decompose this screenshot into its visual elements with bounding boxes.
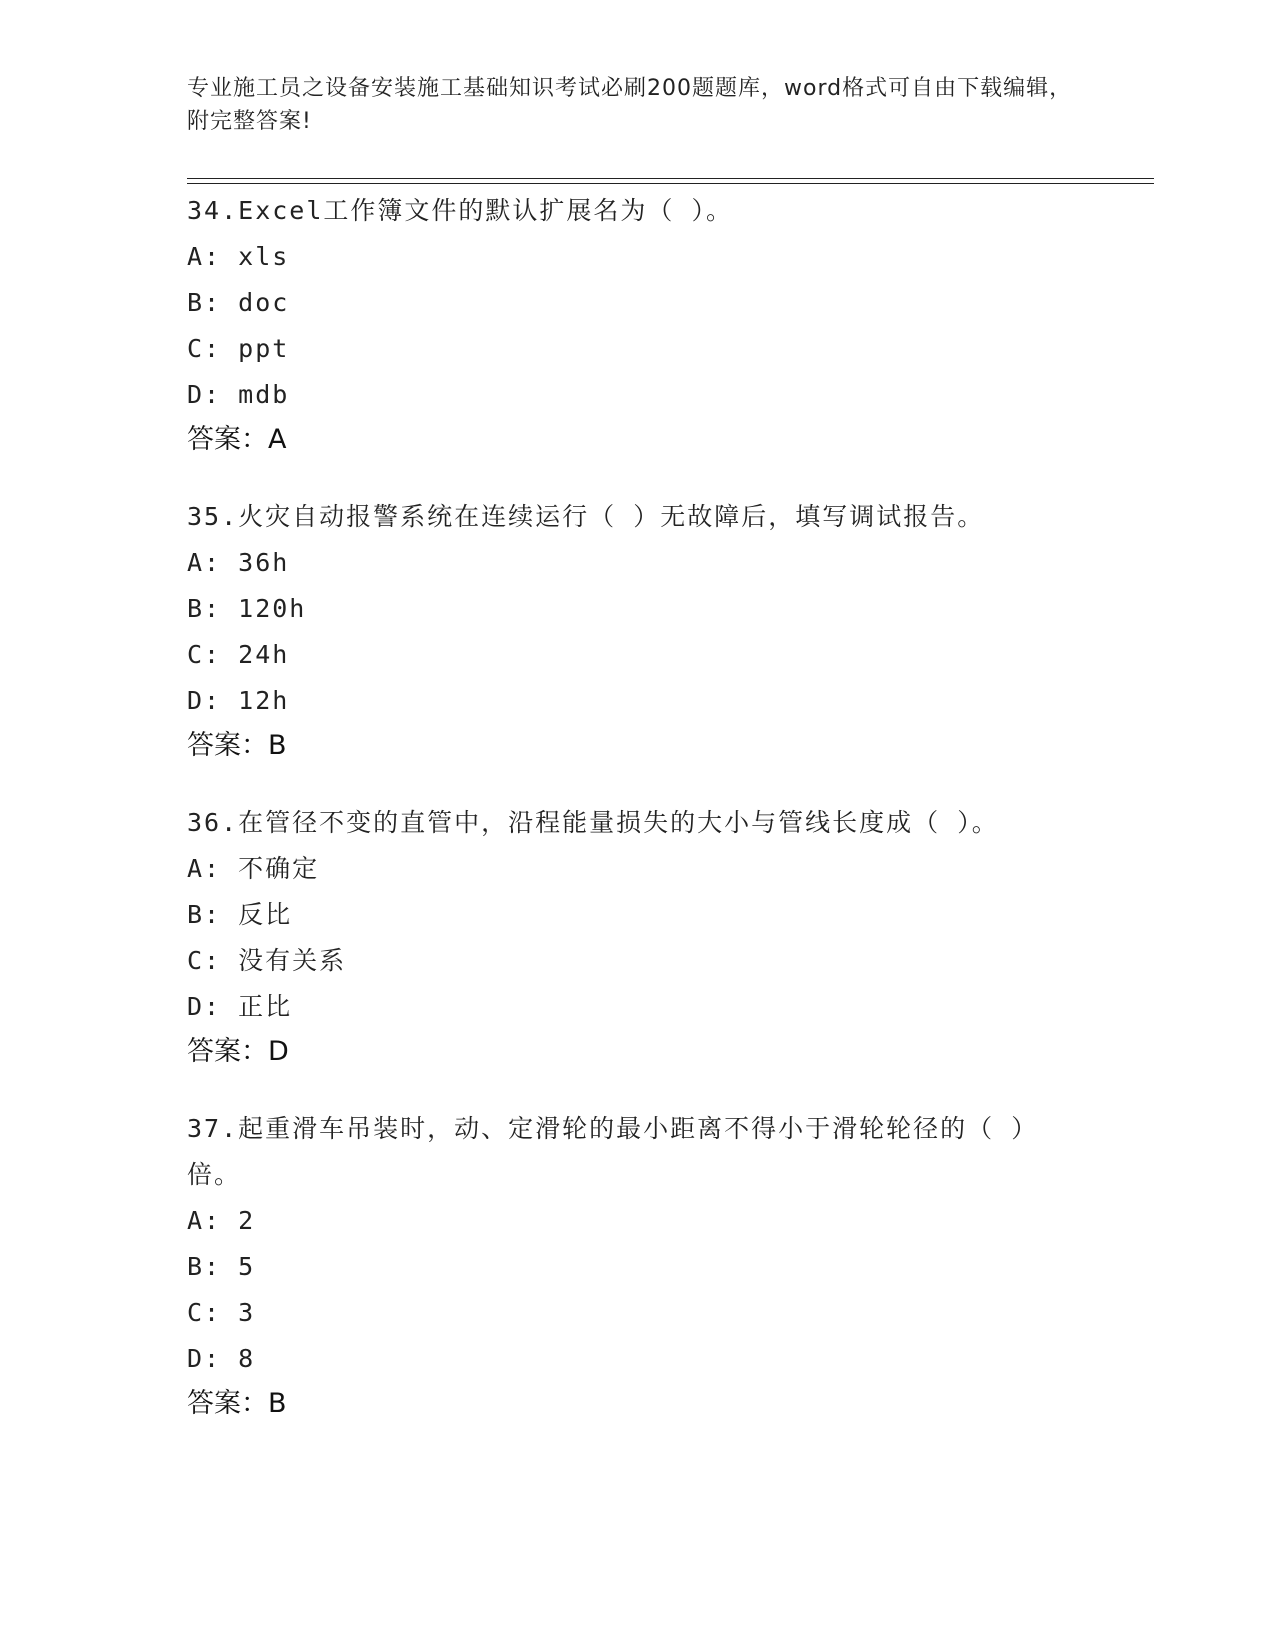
- answer-label: 答案：D: [187, 1036, 289, 1067]
- option-a: A: 不确定: [187, 854, 320, 883]
- option-d: D: mdb: [187, 380, 290, 409]
- option-d: D: 12h: [187, 686, 290, 715]
- option-d: D: 正比: [187, 992, 293, 1021]
- option-b: B: doc: [187, 288, 290, 317]
- option-a: A: xls: [187, 242, 290, 271]
- question-item: [187, 1106, 1087, 1426]
- answer-label: 答案：B: [187, 1388, 287, 1419]
- option-c: C: 3: [187, 1298, 256, 1327]
- question-text: 37.起重滑车吊装时，动、定滑轮的最小距离不得小于滑轮轮径的（ ）倍。: [187, 1114, 1039, 1189]
- header-divider: [187, 178, 1154, 184]
- option-a: A: 2: [187, 1206, 256, 1235]
- option-c: C: 24h: [187, 640, 290, 669]
- option-c: C: 没有关系: [187, 946, 347, 975]
- option-d: D: 8: [187, 1344, 256, 1373]
- option-c: C: ppt: [187, 334, 290, 363]
- option-b: B: 5: [187, 1252, 256, 1281]
- question-list: [187, 188, 1087, 1458]
- page-header-title: 专业施工员之设备安装施工基础知识考试必刷200题题库，word格式可自由下载编辑，附完整答案!: [187, 76, 1073, 134]
- question-item: [187, 188, 1087, 462]
- question-text: 34.Excel工作簿文件的默认扩展名为（ ）。: [187, 196, 733, 225]
- answer-label: 答案：A: [187, 424, 287, 455]
- question-text: 36.在管径不变的直管中，沿程能量损失的大小与管线长度成（ ）。: [187, 808, 999, 837]
- question-item: [187, 800, 1087, 1074]
- answer-label: 答案：B: [187, 730, 287, 761]
- question-text: 35.火灾自动报警系统在连续运行（ ）无故障后，填写调试报告。: [187, 502, 985, 531]
- option-b: B: 反比: [187, 900, 293, 929]
- option-a: A: 36h: [187, 548, 290, 577]
- question-item: [187, 494, 1087, 768]
- option-b: B: 120h: [187, 594, 307, 623]
